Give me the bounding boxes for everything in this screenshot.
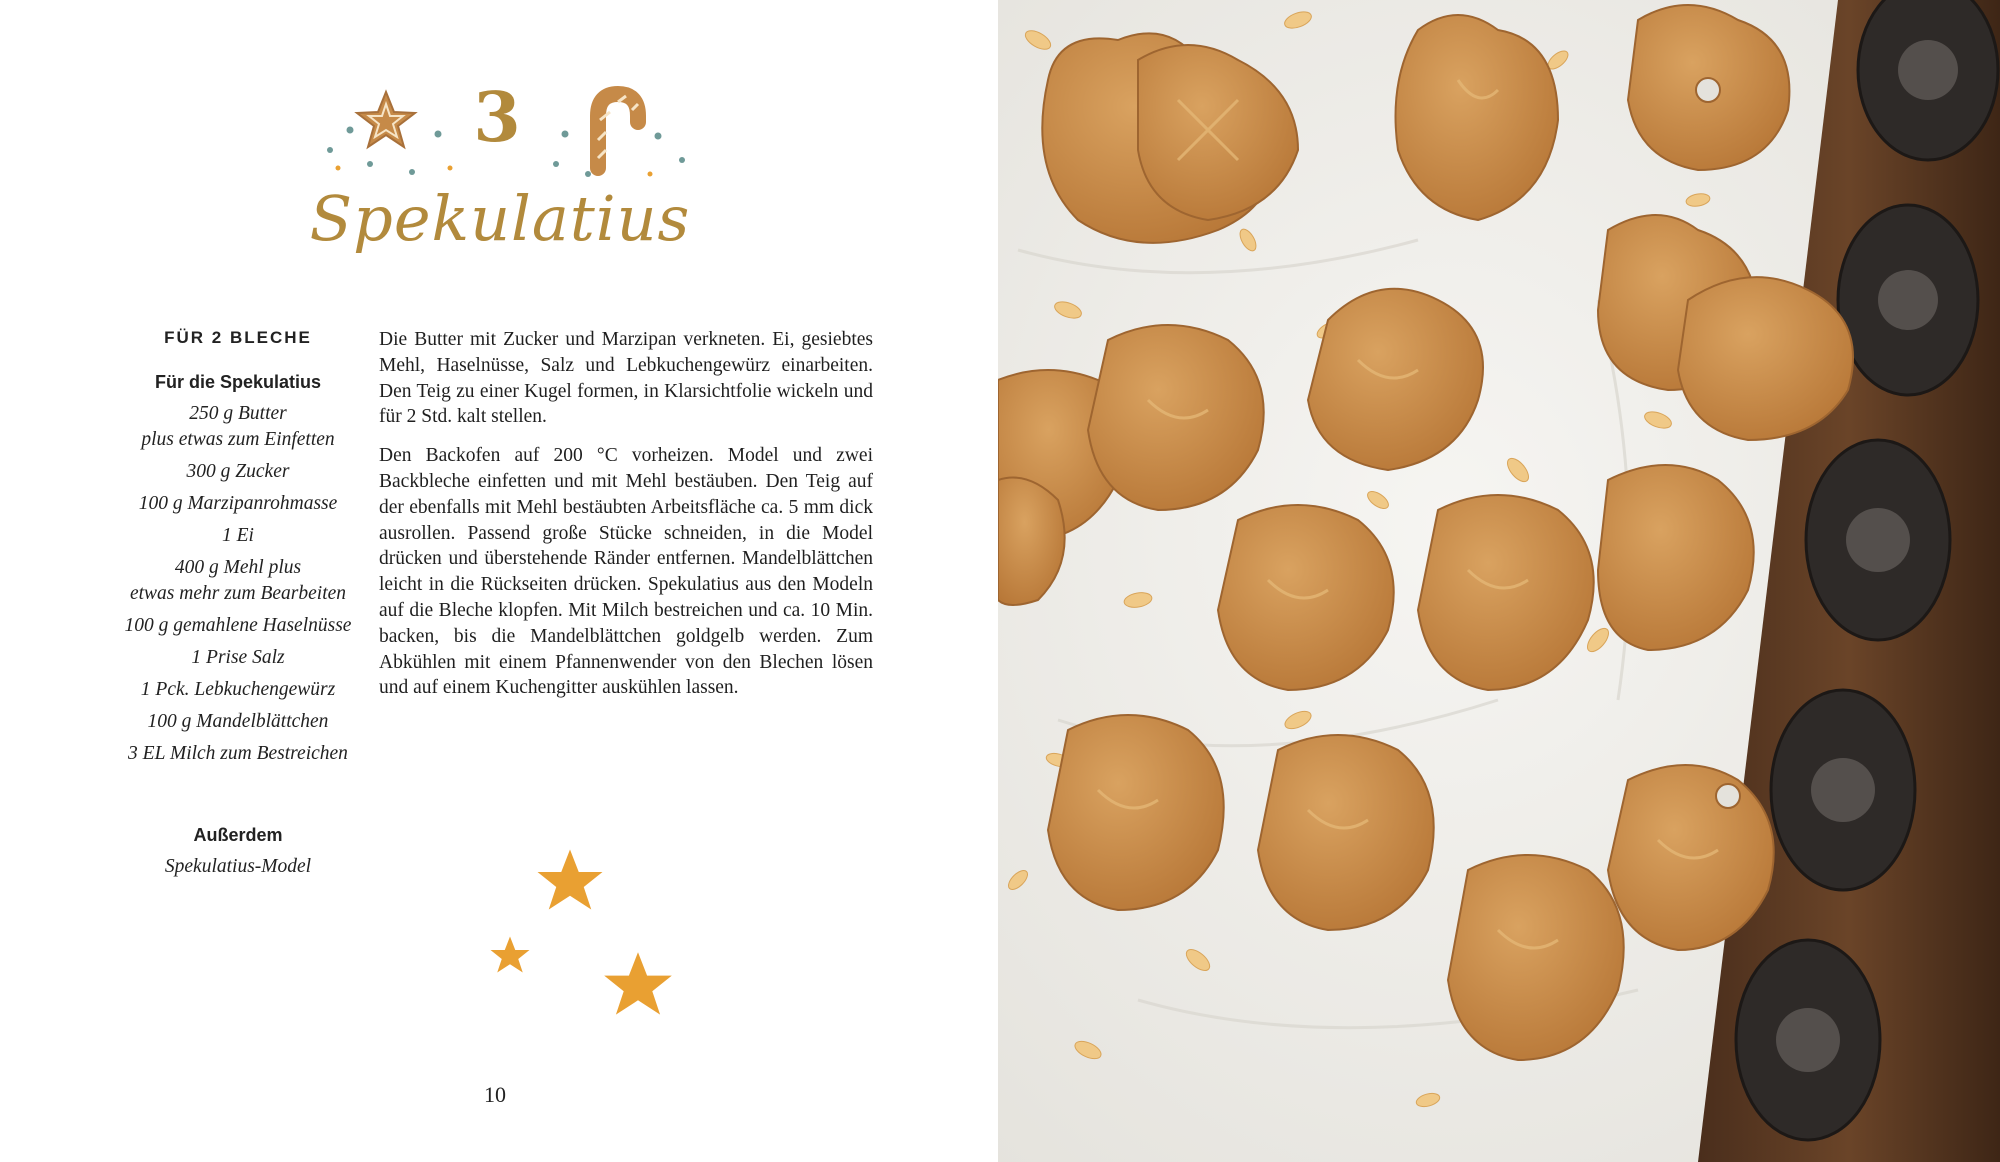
ingredient-item: 3 EL Milch zum Bestreichen: [128, 743, 348, 764]
ingredient-item: 100 g Marzipanrohmasse: [138, 493, 338, 514]
ingredient-item: 1 Ei: [222, 525, 254, 546]
ingredient-item: 1 Prise Salz: [191, 647, 285, 668]
ingredient-group-title: Für die Spekulatius: [154, 372, 322, 392]
method-text: [379, 327, 873, 714]
ingredients-column: [110, 328, 366, 886]
star-icon: [491, 937, 530, 973]
page-number: 10: [484, 1082, 506, 1107]
extra-group-title: Außerdem: [193, 825, 283, 845]
ingredient-item: 1 Pck. Lebkuchengewürz: [140, 679, 336, 700]
ingredient-item: 300 g Zucker: [186, 461, 290, 482]
ingredient-item: Spekulatius-Model: [164, 856, 312, 877]
ingredient-item: 400 g Mehl plus etwas mehr zum Bearbeiten: [129, 557, 347, 604]
method-paragraph: Die Butter mit Zucker und Marzipan verkneten. Ei, gesiebtes Mehl, Haselnüsse, Salz und Lebkuchengewürz einarbeiten. Den Teig zu einer Kugel formen, in Klarsichtfolie wickeln und für 2 Std. kalt stellen.: [379, 329, 873, 428]
star-cookie-icon: [357, 92, 415, 147]
candy-cane-icon: [598, 94, 638, 168]
ingredient-item: 100 g Mandelblättchen: [147, 711, 329, 732]
spekulatius-cookies-photo: [998, 0, 2000, 1162]
star-icon: [604, 952, 672, 1014]
recipe-number: 3: [473, 78, 521, 158]
equipment-list: [110, 854, 366, 880]
ingredient-item: 100 g gemahlene Haselnüsse: [124, 615, 352, 636]
method-paragraph: Den Backofen auf 200 °C vorheizen. Model und zwei Backbleche einfetten und mit Mehl bestäuben. Den Teig auf der ebenfalls mit Mehl bestäubten Arbeitsfläche ca. 5 mm dick ausrollen. Passend große Stücke schneiden, in die Model drücken und überstehende Ränder entfernen. Mandelblättchen leicht in die Rückseiten drücken. Spekulatius aus den Modeln auf die Bleche klopfen. Mit Milch bestreichen und ca. 10 Min. backen, bis die Mandelblättchen goldgelb werden. Zum Abkühlen mit einem Pfannenwender von den Blechen lösen und auf einem Kuchengitter auskühlen lassen.: [379, 445, 873, 699]
recipe-page: [0, 0, 998, 1162]
ingredient-list: [110, 401, 366, 767]
star-icon: [538, 850, 603, 910]
recipe-title: Spekulatius: [309, 182, 691, 255]
photo-page: [998, 0, 2000, 1162]
decorative-stars: [480, 838, 680, 1038]
yield-label: FÜR 2 BLECHE: [164, 328, 312, 347]
extra-equipment: [110, 825, 366, 880]
ingredient-item: 250 g Butter plus etwas zum Einfetten: [141, 403, 335, 450]
